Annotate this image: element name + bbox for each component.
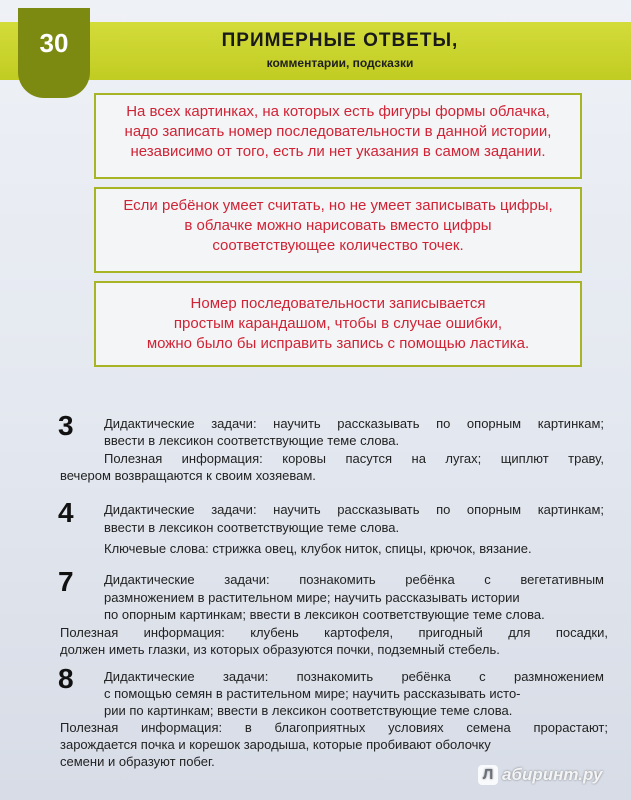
note-box xyxy=(94,281,582,367)
section-number: 3 xyxy=(58,410,74,441)
section-text-line: Дидактические задачи: научить рассказывать по опорным картинкам; xyxy=(104,502,604,517)
note-box xyxy=(94,93,582,179)
note-box xyxy=(94,187,582,273)
note-line: надо записать номер последовательности в данной истории, xyxy=(124,123,552,140)
section-text-line: с помощью семян в растительном мире; научить рассказывать исто- xyxy=(104,686,521,701)
section-number: 4 xyxy=(58,497,74,528)
note-line: можно было бы исправить запись с помощью ластика. xyxy=(146,335,530,352)
section-text-line: Ключевые слова: стрижка овец, клубок ниток, спицы, крючок, вязание. xyxy=(104,541,532,556)
section-text-line: рии по картинкам; ввести в лексикон соответствующие теме слова. xyxy=(104,703,513,718)
section-text-line: Полезная информация: коровы пасутся на лугах; щиплют траву, xyxy=(104,451,604,466)
note-line: Номер последовательности записывается xyxy=(190,295,486,312)
section-text-line: Дидактические задачи: научить рассказывать по опорным картинкам; xyxy=(104,416,604,431)
note-line: в облачке можно нарисовать вместо цифры xyxy=(184,217,492,234)
section-text-line: Полезная информация: клубень картофеля, пригодный для посадки, xyxy=(60,625,608,640)
section-text-line: ввести в лексикон соответствующие теме слова. xyxy=(104,433,400,448)
note-line: независимо от того, есть ли нет указания в самом задании. xyxy=(130,143,546,160)
page-number: 30 xyxy=(39,28,69,58)
page-subtitle: комментарии, подсказки xyxy=(266,56,414,70)
section-text-line: Дидактические задачи: познакомить ребёнка с размножением xyxy=(104,669,604,684)
section-text-line: ввести в лексикон соответствующие теме слова. xyxy=(104,520,400,535)
section-text-line: зарождается почка и корешок зародыша, которые пробивают оболочку xyxy=(60,737,491,752)
note-line: соответствующее количество точек. xyxy=(212,237,464,254)
labirint-logo-icon: Л xyxy=(478,765,498,785)
section-number: 8 xyxy=(58,663,74,694)
labirint-watermark xyxy=(478,762,602,788)
note-line: На всех картинках, на которых есть фигуры формы облачка, xyxy=(126,103,550,120)
section-text-line: Полезная информация: в благоприятных условиях семена прорастают; xyxy=(60,720,608,735)
section-text-line: должен иметь глазки, из которых образуются почки, подземный стебель. xyxy=(60,642,500,657)
page-title: ПРИМЕРНЫЕ ОТВЕТЫ, xyxy=(221,30,459,51)
section-text-line: размножением в растительном мире; научить рассказывать истории xyxy=(104,590,520,605)
watermark-text: абиринт.ру xyxy=(502,765,603,784)
section-number: 7 xyxy=(58,566,74,597)
section-text-line: по опорным картинкам; ввести в лексикон соответствующие теме слова. xyxy=(104,607,545,622)
section-text-line: семени и образуют побег. xyxy=(60,754,215,769)
note-line: простым карандашом, чтобы в случае ошибки, xyxy=(173,315,503,332)
section-text-line: Дидактические задачи: познакомить ребёнка с вегетативным xyxy=(104,572,604,587)
section-text-line: вечером возвращаются к своим хозяевам. xyxy=(60,468,316,483)
note-line: Если ребёнок умеет считать, но не умеет записывать цифры, xyxy=(123,197,553,214)
